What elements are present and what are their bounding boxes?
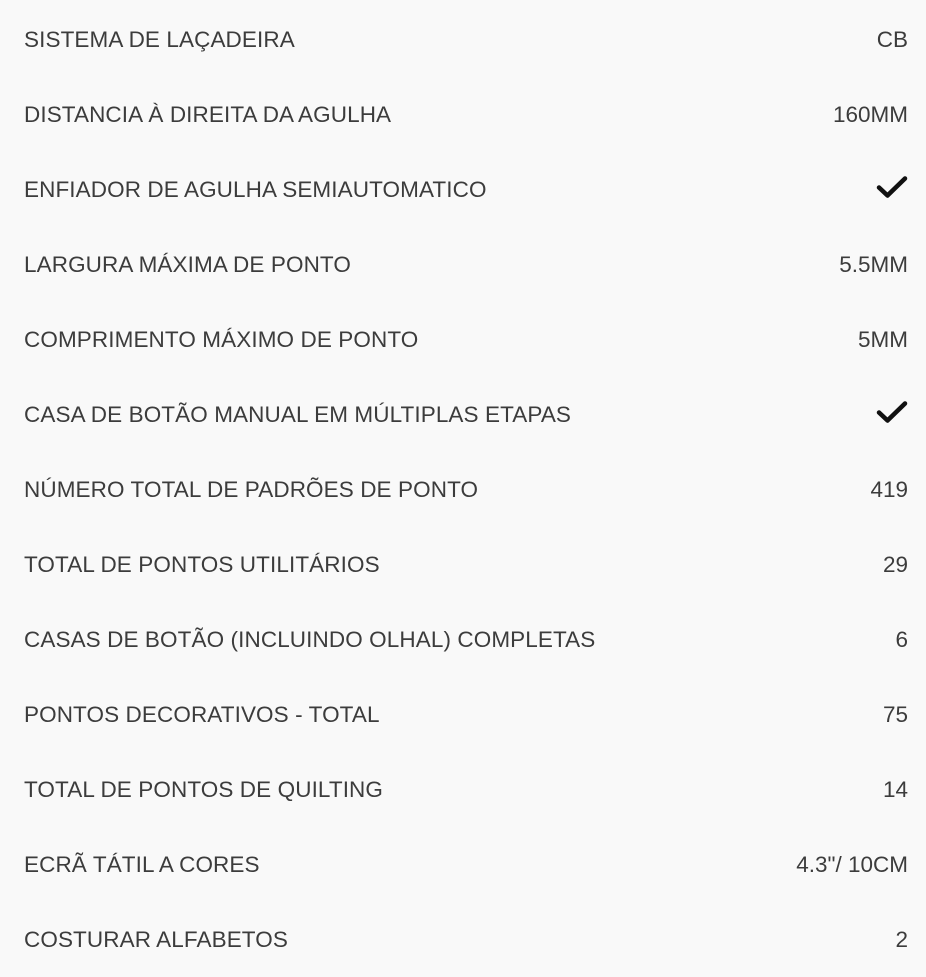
spec-value: 14 [882,776,908,802]
spec-label: PONTOS DECORATIVOS - TOTAL [24,701,380,727]
spec-value [876,400,908,430]
spec-value: CB [876,26,908,52]
spec-label: COMPRIMENTO MÁXIMO DE PONTO [24,326,419,352]
spec-label: CASA DE BOTÃO MANUAL EM MÚLTIPLAS ETAPAS [24,401,572,427]
spec-row-largura [0,227,926,302]
spec-value: 5.5MM [839,251,908,277]
spec-label: LARGURA MÁXIMA DE PONTO [24,251,351,277]
spec-row-casas-botao [0,602,926,677]
spec-label: NÚMERO TOTAL DE PADRÕES DE PONTO [24,476,479,502]
spec-label: TOTAL DE PONTOS UTILITÁRIOS [24,551,380,577]
spec-value: 419 [870,476,908,502]
spec-label: ENFIADOR DE AGULHA SEMIAUTOMATICO [24,176,487,202]
checkmark-icon [876,175,908,199]
checkmark-icon [876,400,908,424]
spec-row-distancia [0,77,926,152]
spec-value: 5MM [858,326,908,352]
spec-row-casa-botao-manual [0,377,926,452]
spec-row-quilting [0,752,926,827]
spec-label: SISTEMA DE LAÇADEIRA [24,26,295,52]
spec-label: TOTAL DE PONTOS DE QUILTING [24,776,384,802]
spec-row-ecra-tatil [0,827,926,902]
spec-row-enfiador [0,152,926,227]
spec-label: ECRÃ TÁTIL A CORES [24,851,260,877]
spec-row-padroes-ponto [0,452,926,527]
spec-value: 160MM [832,101,908,127]
spec-row-pontos-decorativos [0,677,926,752]
spec-row-pontos-utilitarios [0,527,926,602]
spec-label: CASAS DE BOTÃO (INCLUINDO OLHAL) COMPLETAS [24,626,596,652]
spec-row-comprimento [0,302,926,377]
spec-value [876,175,908,205]
spec-value: 2 [895,926,908,952]
spec-row-alfabetos [0,902,926,977]
spec-label: COSTURAR ALFABETOS [24,926,288,952]
spec-label: DISTANCIA À DIREITA DA AGULHA [24,101,392,127]
spec-value: 75 [882,701,908,727]
spec-value: 6 [895,626,908,652]
spec-row-lacadeira [0,2,926,77]
spec-value: 29 [882,551,908,577]
spec-value: 4.3"/ 10CM [796,851,908,877]
